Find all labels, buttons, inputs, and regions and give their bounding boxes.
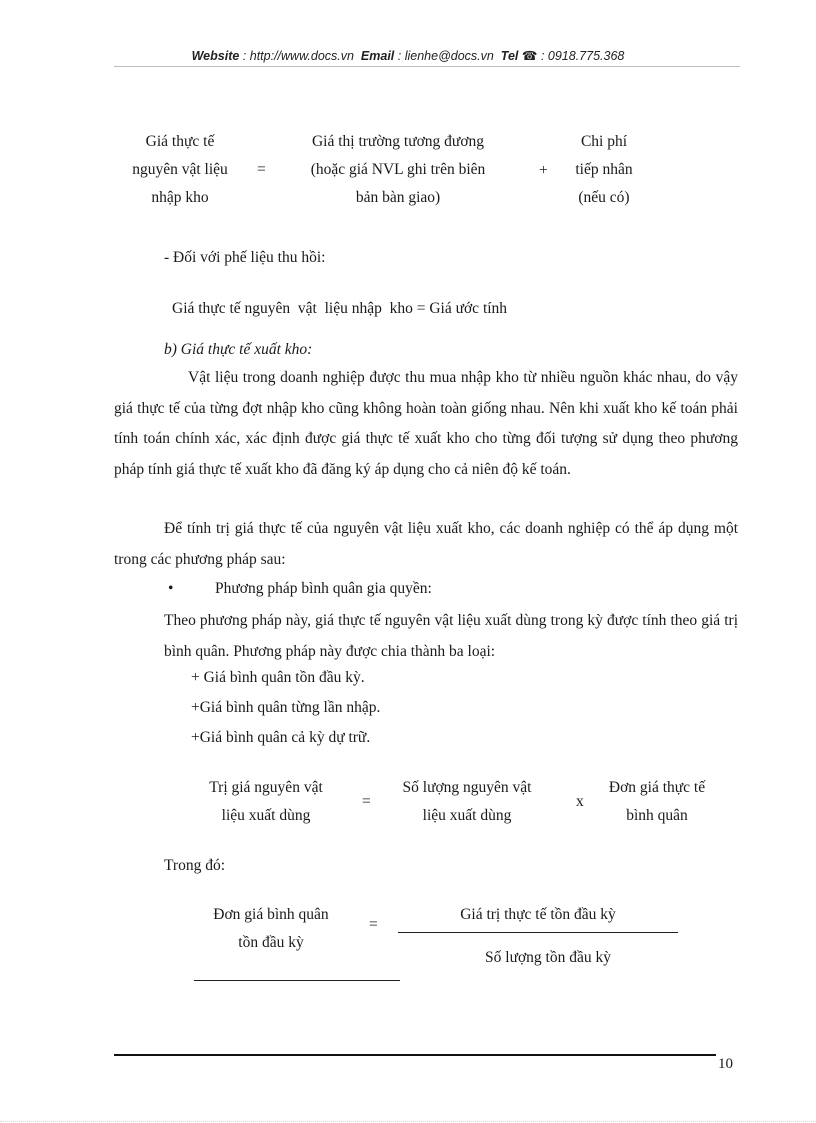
formula1-middle-line: Giá thị trường tương đương [311,133,485,150]
method-description: Theo phương pháp này, giá thực tế nguyên vật liệu xuất dùng trong kỳ được tính theo giá trị bình quân. Phương pháp này được chia thành ba loại: [164,612,738,660]
formula1-left-line: nhập kho [151,189,209,206]
formula2-left [196,774,336,830]
paragraph-1: Vật liệu trong doanh nghiệp được thu mua nhập kho từ nhiều nguồn khác nhau, do vậy giá thực tế của từng đợt nhập kho cũng không hoàn toàn giống nhau. Nên khi xuất kho kế toán phải tính toán chính xác, xác định được giá thực tế xuất kho cho từng đối tượng sử dụng theo phương pháp tính giá thực tế xuất kho đã đăng ký áp dụng cho cả niên độ kế toán. [114,369,738,478]
header-divider [114,66,740,67]
tel-value: : 0918.775.368 [540,49,625,63]
formula2-middle [386,774,548,830]
formula3-left [196,901,346,957]
formula1-left [110,128,250,212]
type-item: +Giá bình quân cả kỳ dự trữ. [191,729,371,746]
formula1-right-line: (nếu có) [578,189,630,206]
formula1-left-line: Giá thực tế [145,133,215,150]
method-title: Phương pháp bình quân gia quyền: [215,580,432,597]
formula1-middle-line: bản bàn giao) [355,189,441,206]
website-label: Website [191,49,240,63]
page-header [0,48,816,63]
website-value: : http://www.docs.vn [242,49,354,63]
formula2-middle-line: Số lượng nguyên vật [402,779,532,796]
formula3-numerator: Giá trị thực tế tồn đầu kỳ [460,906,616,923]
formula1-right [554,128,654,212]
formula1-left-line: nguyên vật liệu [132,161,228,178]
formula2-middle-line: liệu xuất dùng [422,807,512,824]
formula2-left-line: Trị giá nguyên vật [209,779,323,796]
where-label: Trong đó: [164,857,226,874]
footer-divider [114,1054,716,1056]
page-edge [0,1121,816,1122]
paragraph-2: Để tính trị giá thực tế của nguyên vật liệu xuất kho, các doanh nghiệp có thể áp dụng một trong các phương pháp sau: [114,520,738,568]
formula3-left-line: Đơn giá bình quân [213,906,329,923]
email-value: : lienhe@docs.vn [397,49,494,63]
formula2-right [592,774,722,830]
section-heading: b) Giá thực tế xuất kho: [164,341,313,358]
bullet-icon: • [168,580,174,597]
formula2-left-line: liệu xuất dùng [221,807,311,824]
formula3-left-line: tồn đầu kỳ [238,934,304,951]
formula1-right-line: tiếp nhân [575,161,633,178]
formula3-equals: = [369,916,378,933]
formula2-right-line: bình quân [626,807,688,824]
formula3-denominator: Số lượng tồn đầu kỳ [485,949,611,966]
formula2-right-line: Đơn giá thực tế [608,779,706,796]
scrap-formula: Giá thực tế nguyên vật liệu nhập kho = Giá ước tính [172,300,508,317]
formula1-middle-line: (hoặc giá NVL ghi trên biên [310,161,486,178]
phone-icon: ☎ [521,49,538,63]
formula2-equals: = [362,793,371,810]
page-number: 10 [718,1056,733,1072]
formula3-left-underline [194,980,400,981]
scrap-bullet: - Đối với phế liệu thu hồi: [164,249,326,266]
formula1-middle [286,128,510,212]
type-item: + Giá bình quân tồn đầu kỳ. [191,669,365,686]
tel-label: Tel [500,49,519,63]
formula1-right-line: Chi phí [580,133,628,150]
formula1-plus: + [539,162,548,179]
email-label: Email [360,49,395,63]
formula1-equals: = [257,161,266,178]
fraction-bar [398,932,678,933]
type-item: +Giá bình quân từng lần nhập. [191,699,381,716]
formula2-times: x [576,793,584,810]
